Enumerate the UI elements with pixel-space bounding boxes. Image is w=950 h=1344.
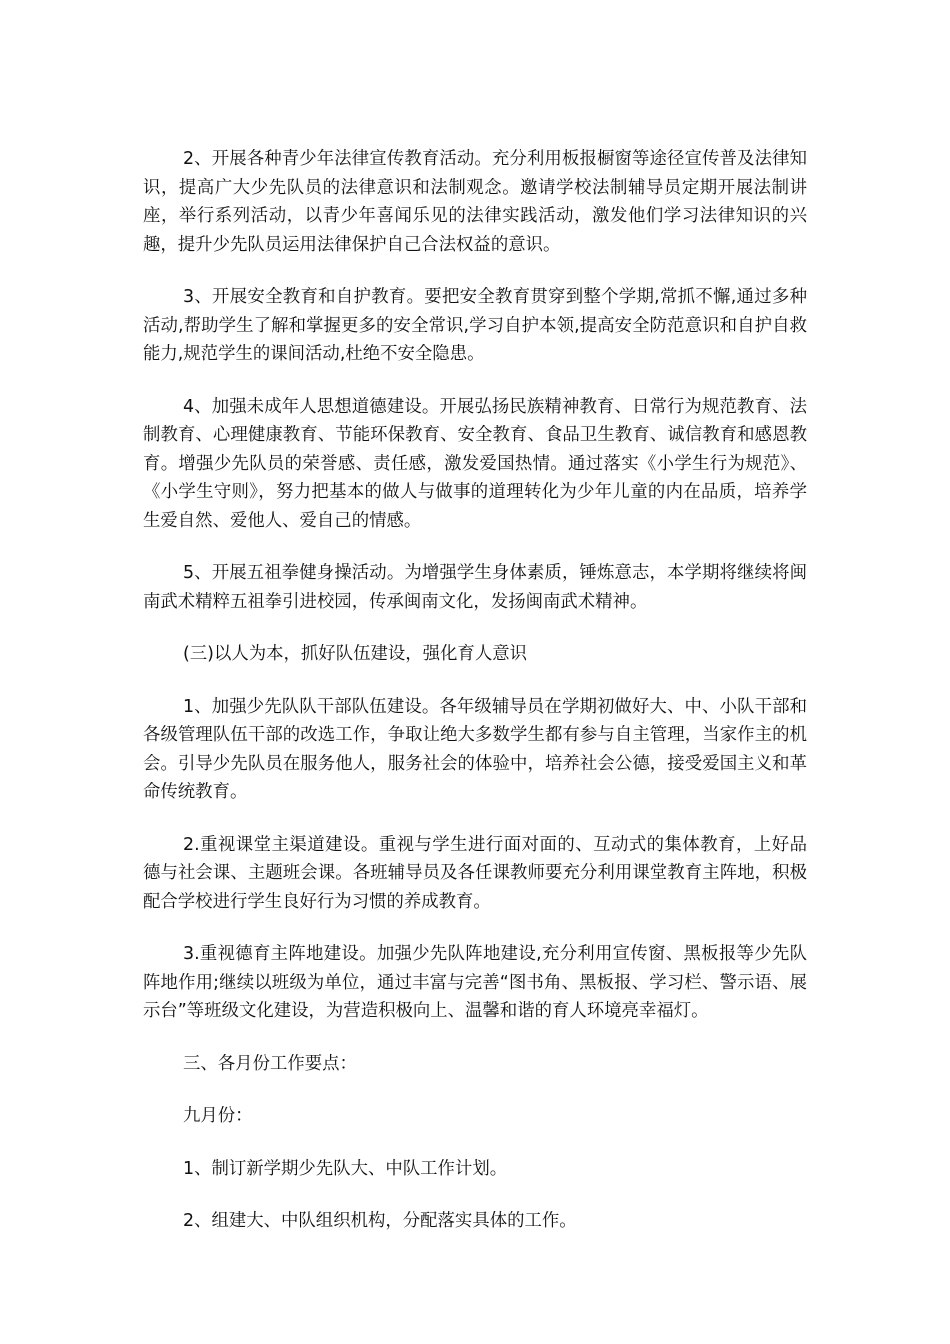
- paragraph-cadre-team: 1、加强少先队队干部队伍建设。各年级辅导员在学期初做好大、中、小队干部和各级管理队伍干部的改选工作，争取让绝大多数学生都有参与自主管理，当家作主的机会。引导少先队员在服务他人，服务社会的体验中，培养社会公德，接受爱国主义和革命传统教育。: [143, 696, 807, 802]
- list-item-organization: 2、组建大、中队组织机构，分配落实具体的工作。: [183, 1211, 577, 1231]
- section-heading-team-building: (三)以人为本，抓好队伍建设，强化育人意识: [183, 644, 527, 664]
- paragraph-safety-education: 3、开展安全教育和自护教育。要把安全教育贯穿到整个学期,常抓不懈,通过多种活动,帮助学生了解和掌握更多的安全常识,学习自护本领,提高安全防范意识和自护自救能力,规范学生的课间活动,杜绝不安全隐患。: [143, 287, 807, 364]
- month-heading-september: 九月份：: [183, 1106, 253, 1126]
- paragraph-moral-construction: 4、加强未成年人思想道德建设。开展弘扬民族精神教育、日常行为规范教育、法制教育、心理健康教育、节能环保教育、安全教育、食品卫生教育、诚信教育和感恩教育。增强少先队员的荣誉感、责任感，激发爱国热情。通过落实《小学生行为规范》、《小学生守则》，努力把基本的做人与做事的道理转化为少年儿童的内在品质，培养学生爱自然、爱他人、爱自己的情感。: [143, 396, 807, 531]
- document-page: [143, 145, 807, 1260]
- section-heading-monthly-points: 三、各月份工作要点：: [183, 1053, 357, 1074]
- paragraph-legal-education: 2、开展各种青少年法律宣传教育活动。充分利用板报橱窗等途径宣传普及法律知识，提高广大少先队员的法律意识和法制观念。邀请学校法制辅导员定期开展法制讲座，举行系列活动，以青少年喜闻乐见的法律实践活动，激发他们学习法律知识的兴趣，提升少先队员运用法律保护自己合法权益的意识。: [143, 149, 807, 255]
- paragraph-wuzuquan-exercise: 5、开展五祖拳健身操活动。为增强学生身体素质，锤炼意志，本学期将继续将闽南武术精粹五祖拳引进校园，传承闽南文化，发扬闽南武术精神。: [143, 563, 807, 612]
- paragraph-moral-position: 3.重视德育主阵地建设。加强少先队阵地建设,充分利用宣传窗、黑板报等少先队阵地作用;继续以班级为单位，通过丰富与完善“图书角、黑板报、学习栏、警示语、展示台”等班级文化建设，为营造积极向上、温馨和谐的育人环境亮幸福灯。: [143, 944, 807, 1021]
- list-item-work-plan: 1、制订新学期少先队大、中队工作计划。: [183, 1158, 508, 1179]
- paragraph-classroom-channel: 2.重视课堂主渠道建设。重视与学生进行面对面的、互动式的集体教育，上好品德与社会课、主题班会课。各班辅导员及各任课教师要充分利用课堂教育主阵地，积极配合学校进行学生良好行为习惯的养成教育。: [143, 834, 807, 912]
